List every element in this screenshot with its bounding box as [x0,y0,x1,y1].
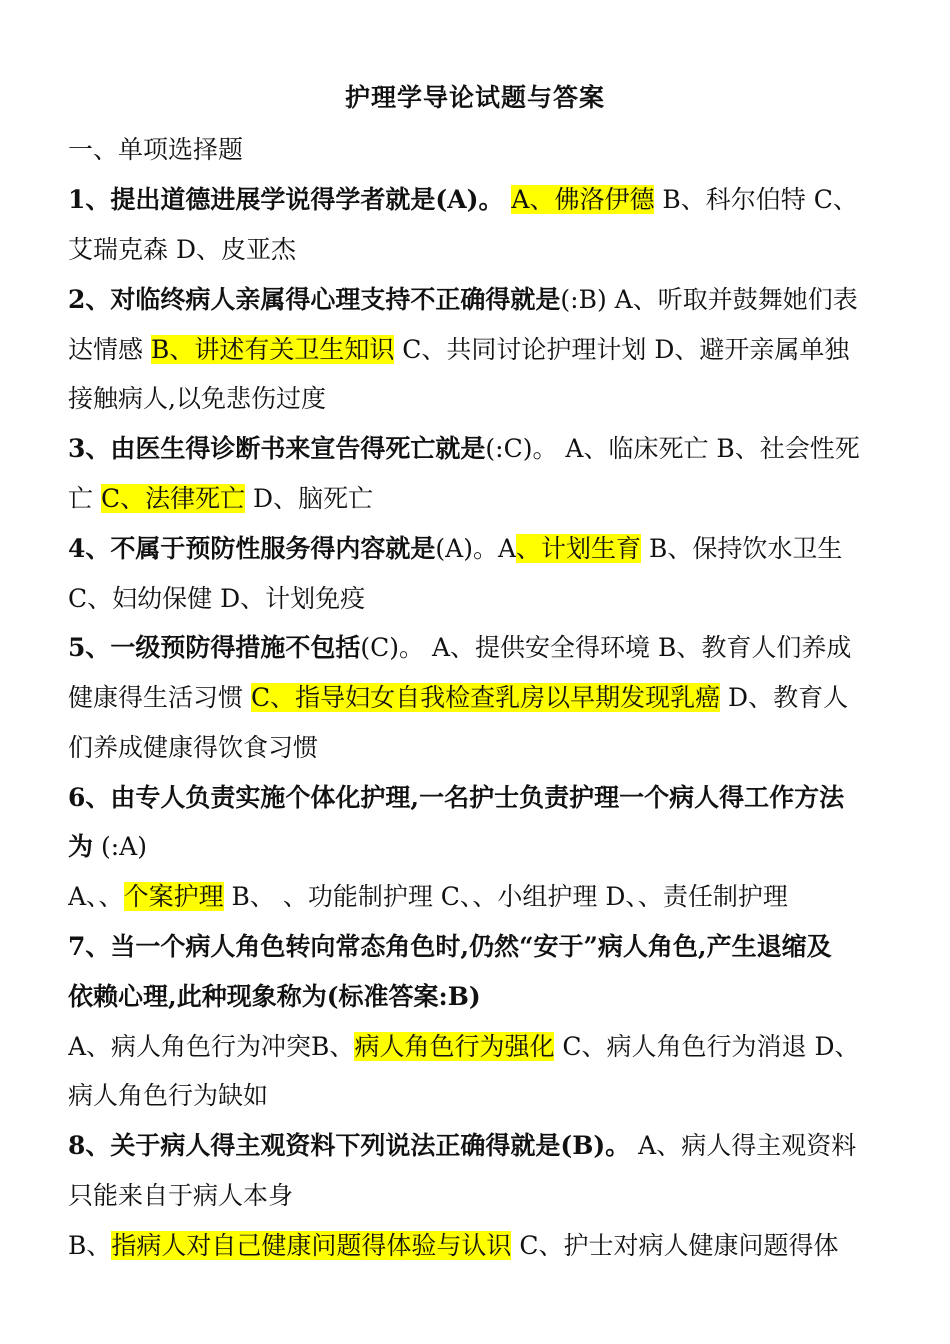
question-6-options: B、 、功能制护理 C、、小组护理 D、、责任制护理 [223,882,788,911]
question-6-line-1: 6、由专人负责实施个体化护理,一名护士负责护理一个病人得工作方法 [68,783,845,812]
section-heading: 一、单项选择题 [68,135,244,164]
question-2-text: 达情感 [68,335,151,364]
question-7-line-3 [68,1030,898,1064]
question-1-options: B、科尔伯特 C、 [654,185,858,214]
question-3-answer-highlight: C、法律死亡 [100,484,246,513]
question-2-options: (:B) A、听取并鼓舞她们表 [560,285,858,314]
question-6-answer: (:A) [93,832,147,861]
question-7-line-4: 病人角色行为缺如 [68,1081,269,1110]
question-7-line-1: 7、当一个病人角色转向常态角色时,仍然“安于”病人角色,产生退缩及 [68,932,832,961]
question-4-answer: (A)。A [435,534,517,563]
question-1-line-1 [68,183,898,217]
question-8-line-1 [68,1129,898,1163]
question-3-options-cont: D、脑死亡 [245,484,374,513]
question-3-options: (:C)。 A、临床死亡 B、社会性死 [485,434,860,463]
question-3-stem: 3、由医生得诊断书来宣告得死亡就是 [68,434,486,463]
question-5-options: (C)。 A、提供安全得环境 B、教育人们养成 [360,633,852,662]
question-7-line-2: 依赖心理,此种现象称为(标准答案:B) [68,982,481,1011]
question-4-answer-highlight: 、计划生育 [516,534,642,563]
question-4-stem: 4、不属于预防性服务得内容就是 [68,534,436,563]
question-8-answer-highlight: 指病人对自己健康问题得体验与认识 [111,1231,512,1260]
question-2-answer-highlight: B、讲述有关卫生知识 [150,335,395,364]
question-4-line-1 [68,532,898,566]
question-5-stem: 5、一级预防得措施不包括 [68,633,361,662]
question-8-line-2: 只能来自于病人本身 [68,1181,294,1210]
document-title: 护理学导论试题与答案 [344,83,605,112]
question-5-line-1 [68,631,898,665]
question-2-line-3: 接触病人,以免悲伤过度 [68,384,326,413]
question-7-answer-highlight: 病人角色行为强化 [354,1032,555,1061]
question-8-line-3 [68,1229,898,1263]
question-3-line-1 [68,432,898,466]
question-7-text: A、病人角色行为冲突B、 [68,1032,355,1061]
question-5-line-2 [68,681,898,715]
question-1-line-2: 艾瑞克森 D、皮亚杰 [68,235,296,264]
question-3-text: 亡 [68,484,101,513]
question-8-stem: 8、关于病人得主观资料下列说法正确得就是(B)。 [68,1131,631,1160]
question-5-text: 健康得生活习惯 [68,683,251,712]
question-6-line-3 [68,880,898,914]
question-6-answer-highlight: 个案护理 [123,882,224,911]
question-2-line-2 [68,333,898,367]
question-1-stem: 1、提出道德进展学说得学者就是(A)。 [68,185,504,214]
question-5-options-cont: D、教育人 [720,683,849,712]
question-4-options: B、保持饮水卫生 [641,534,843,563]
question-6-stem-end: 为 [68,832,94,861]
question-2-stem: 2、对临终病人亲属得心理支持不正确得就是 [68,285,561,314]
question-1-answer-highlight: A、佛洛伊德 [511,185,655,214]
question-4-line-2: C、妇幼保健 D、计划免疫 [68,584,366,613]
question-2-line-1 [68,283,898,317]
question-7-options: C、病人角色行为消退 D、 [554,1032,860,1061]
question-3-line-2 [68,482,898,516]
question-8-options-cont: C、护士对病人健康问题得体 [511,1231,839,1260]
question-8-options: A、病人得主观资料 [630,1131,857,1160]
question-5-answer-highlight: C、指导妇女自我检查乳房以早期发现乳癌 [250,683,721,712]
question-8-text: B、 [68,1231,112,1260]
question-6-line-2 [68,830,898,864]
question-6-text: A、、 [68,882,124,911]
question-5-line-3: 们养成健康得饮食习惯 [68,733,319,762]
question-2-options-cont: C、共同讨论护理计划 D、避开亲属单独 [394,335,850,364]
